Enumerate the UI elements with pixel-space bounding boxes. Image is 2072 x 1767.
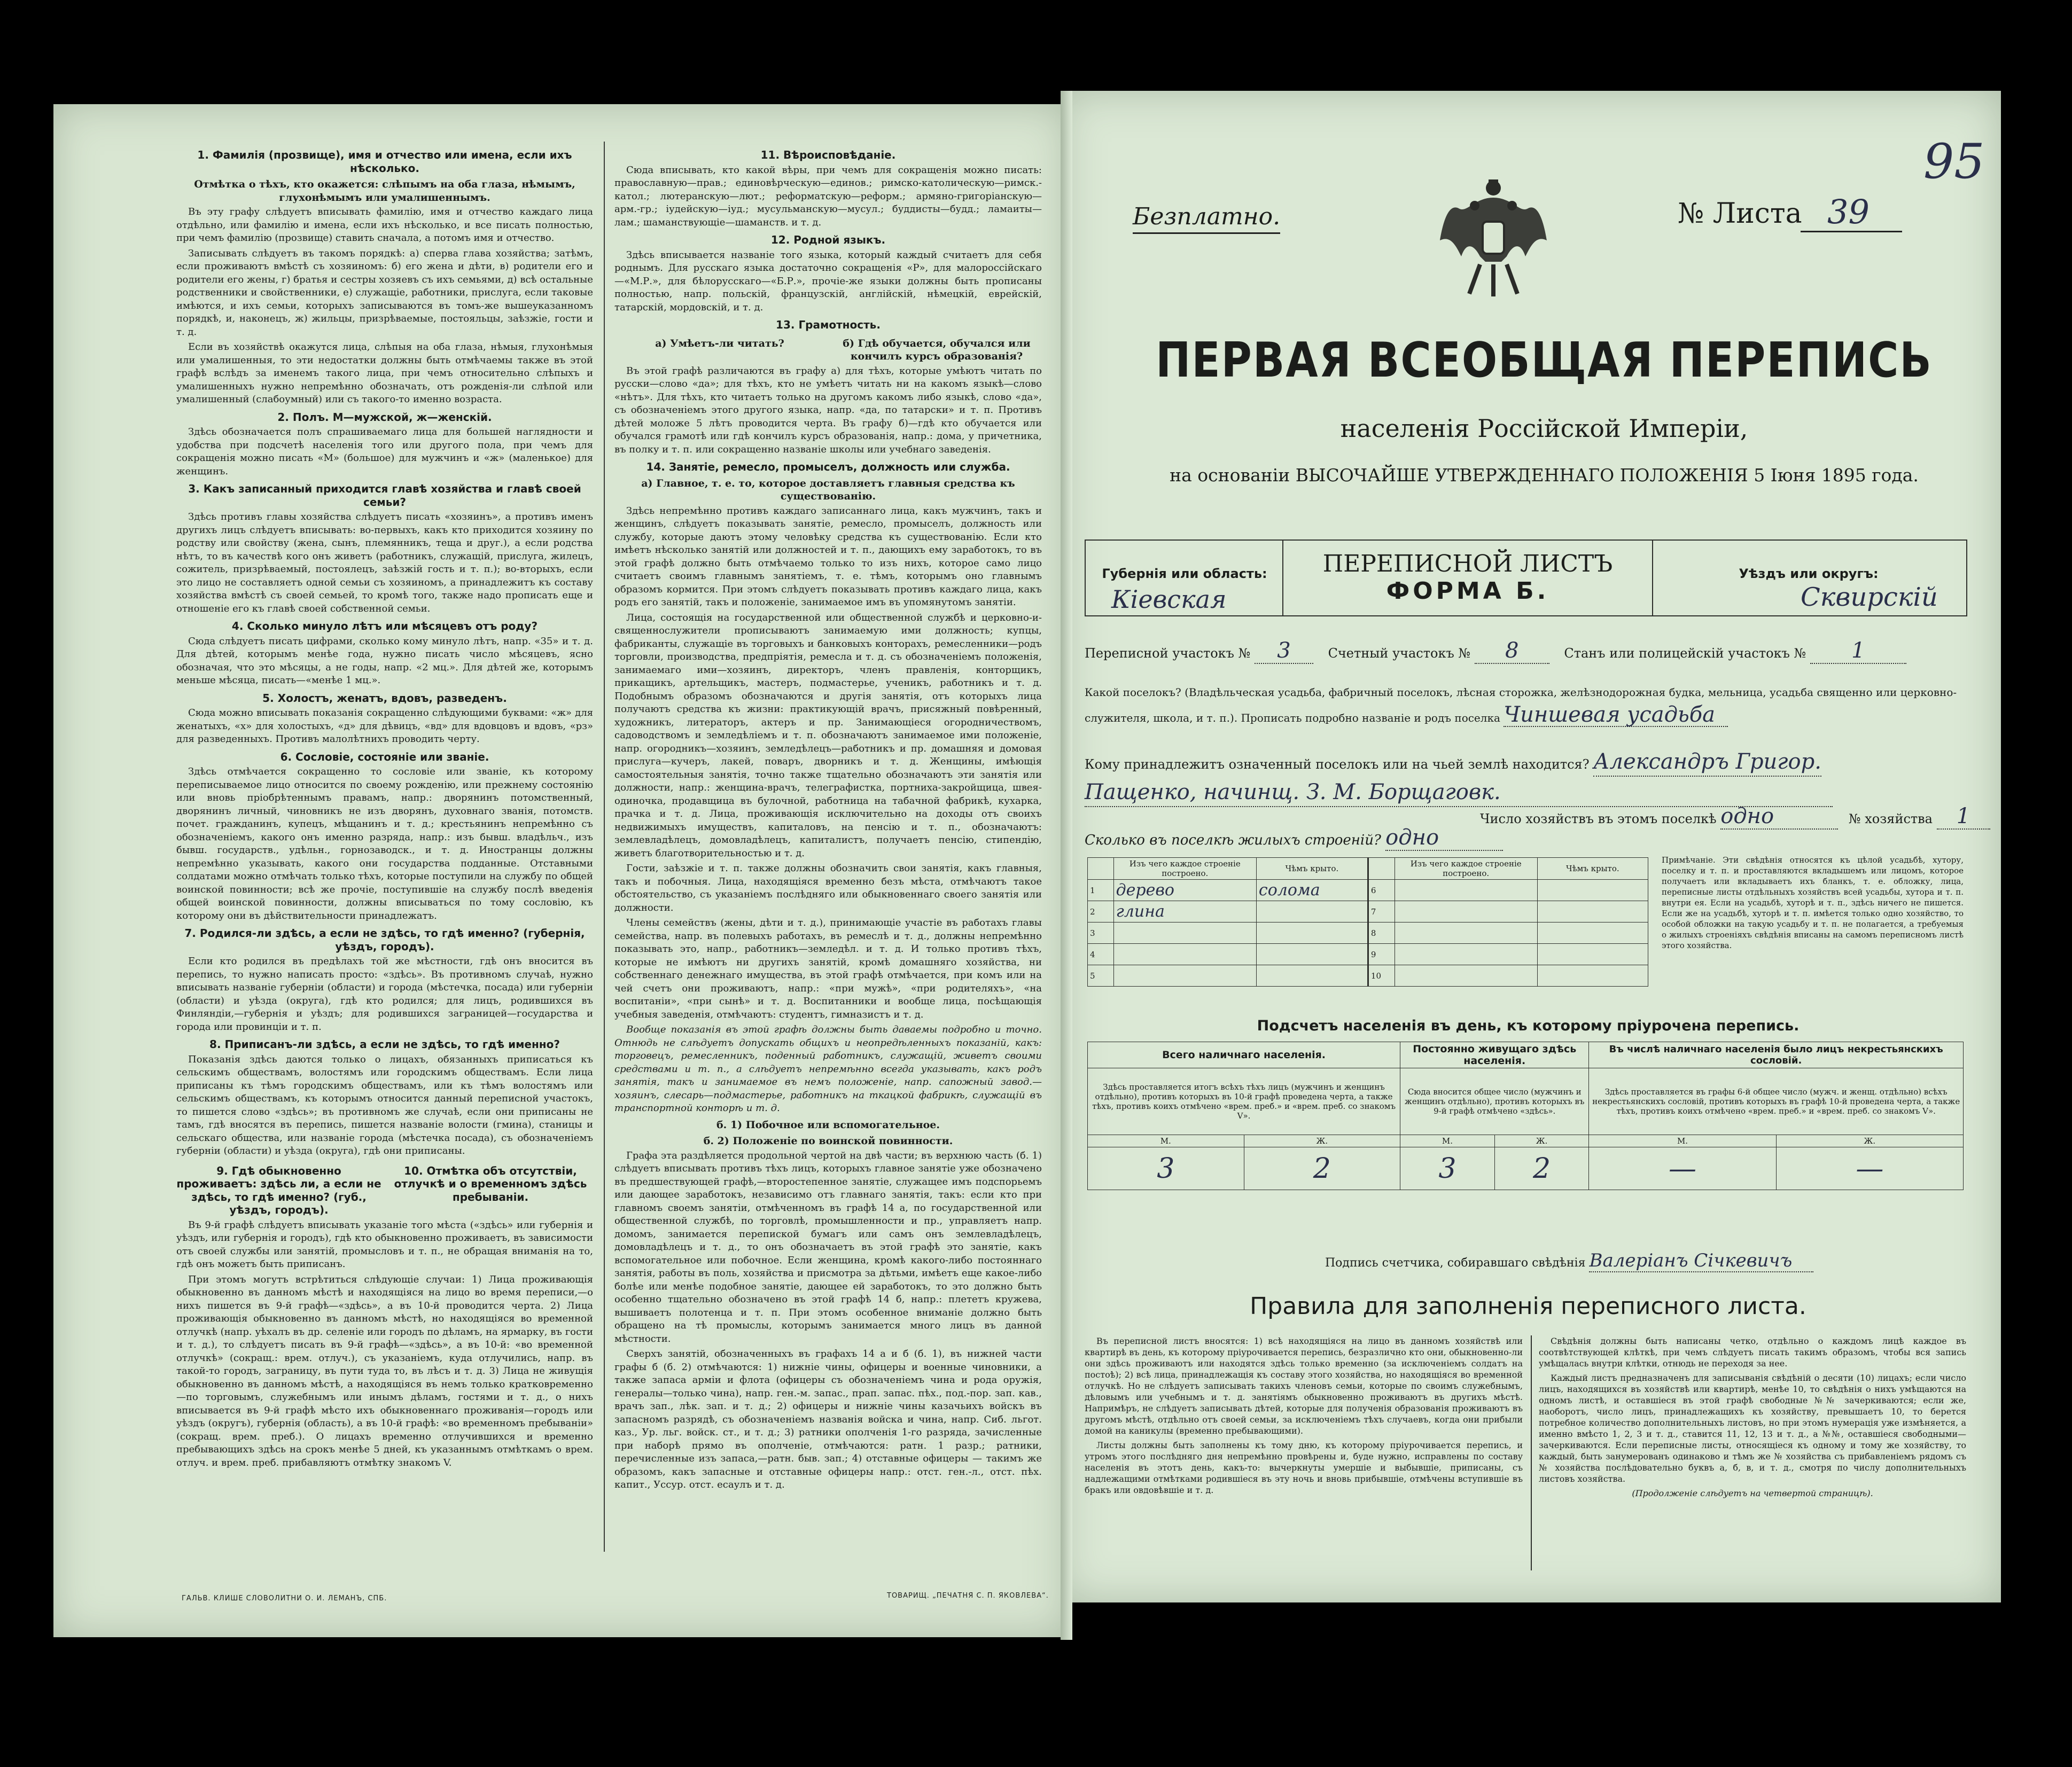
province-value[interactable]: Кіевская bbox=[1111, 585, 1227, 614]
building-material-cell[interactable]: глина bbox=[1113, 901, 1256, 922]
page-number-handwritten: 95 bbox=[1923, 134, 1985, 190]
section-12-text: Здѣсь вписывается названіе того языка, который каждый считаетъ для себя роднымъ. Для русскаго языка достаточно сокращенія «Р», для малороссійскаго—«М.Р.», для бѣлорусскаго—«Б.Р.», прочіе-же языки должны быть прописаны полностью, напр. польскій, французскій, англійскій, нѣмецкій, еврейскій, татарскій, мордовскій, и т. д. bbox=[614, 249, 1042, 313]
building-roof-header: Чѣмъ крыто. bbox=[1537, 858, 1648, 880]
section-13-title: 13. Грамотность. bbox=[776, 318, 881, 331]
form-type: ФОРМА Б. bbox=[1386, 577, 1549, 605]
printer-imprint-left: ГАЛЬВ. КЛИШЕ СЛОВОЛИТНИ О. И. ЛЕМАНЪ, СПБ. bbox=[182, 1594, 387, 1602]
building-material-cell[interactable] bbox=[1113, 965, 1256, 987]
buildings-table bbox=[1087, 857, 1648, 987]
rules-title: Правила для заполненія переписного листа. bbox=[1250, 1293, 1806, 1320]
row-number: 7 bbox=[1368, 901, 1395, 922]
section-9-text: Въ 9-й графѣ слѣдуетъ вписывать указаніе того мѣста («здѣсь» или губернія и уѣздъ, или губернія и городъ), гдѣ кто обыкновенно проживаетъ, въ зависимости отъ своей службы или занятій, промысловъ и т. п., не обращая вниманія на то, гдѣ онъ можетъ быть приписанъ. bbox=[176, 1219, 593, 1270]
imperial-eagle-emblem bbox=[1437, 176, 1549, 299]
section-14-text: Сверхъ занятій, обозначенныхъ въ графахъ 14 а и б (б. 1), въ нижней части графы б (б. 2) отмѣчаются: 1) нижніе чины, офицеры и военные чиновники, а также запаса арміи и флота (офицеры съ обозначеніемъ чина и рода оружія, генералы—только чина), напр. ген.-м. запас., прап. запас. пѣх., под.-пор. зап. кав., врачъ зап., лѣк. зап. и т. д.; 2) офицеры и нижніе чины казачьихъ войскъ въ запасномъ разрядѣ, съ обозначеніемъ названія войска и чина, напр. Сиб. льгот. каз., Ур. льг. войск. ст., и т. д.; 3) ратники ополченія 1-го разряда, зачисленные при наборѣ прямо въ ополченіе, отмѣчаются: ратн. 1 разр.; ратники, перечисленные изъ запаса,—ратн. быв. зап.; 4) отставные офицеры — такимъ же образомъ, какъ запасные и отставные офицеры напр.: отст. ген.-л., отст. пѣх. капит., Уссур. отст. есаулъ и т. д. bbox=[614, 1348, 1042, 1490]
female-label: Ж. bbox=[1244, 1135, 1400, 1147]
section-5-title: 5. Холостъ, женатъ, вдовъ, разведенъ. bbox=[262, 691, 507, 705]
building-roof-cell[interactable] bbox=[1537, 901, 1648, 922]
permanent-female-count[interactable]: 2 bbox=[1494, 1147, 1589, 1190]
section-7-title: 7. Родился-ли здѣсь, а если не здѣсь, то гдѣ именно? (губернія, уѣздъ, городъ). bbox=[184, 927, 585, 953]
section-13a-title: а) Умѣетъ-ли читать? bbox=[655, 337, 784, 349]
non-peasant-female-count[interactable]: — bbox=[1776, 1147, 1963, 1190]
section-8-text: Показанія здѣсь даются только о лицахъ, обязанныхъ приписаться къ сельскимъ обществамъ, волостямъ или городскимъ обществамъ. Если лица приписаны къ тѣмъ городскимъ обществамъ, или къ тѣмъ волостямъ или сельскимъ обществамъ, къ которымъ относится данный переписной участокъ, то пишется слово «здѣсь»; въ противномъ же случаѣ, если они приписаны не тамъ, гдѣ вносятся въ перепись, пишется названіе волости (гмина), станицы и сельскаго общества, или названіе города (мѣстечка посада), съ обозначеніемъ губерніи (области) и уѣзда (округа), гдѣ они приписаны. bbox=[176, 1053, 593, 1156]
section-14-text: Лица, состоящія на государственной или общественной службѣ и церковно-и-священнослужители прописываютъ занимаемую ими должность; купцы, фабриканты, служащіе въ торговыхъ и банковыхъ конторахъ, ремесленники—родъ торговли, производства, предпріятія, ремесла и т. д. съ обозначеніемъ положенія, занимаемаго ими—хозяинъ, директоръ, членъ правленія, конторщикъ, прикащикъ, артельщикъ, мастеръ, подмастерье, ученикъ, работникъ и т. д. Подобнымъ образомъ обозначаются и другія занятія, отъ которыхъ лица получаютъ средства къ жизни: практикующій врачъ, присяжный повѣренный, художникъ, литераторъ, актеръ и пр. Занимающіеся огородничествомъ, садоводствомъ и земледѣліемъ и т. п. обозначаютъ занимаемое ими положеніе, напр. огородникъ—хозяинъ, земледѣлецъ—работникъ и пр. домашняя и домовая прислуга—кучеръ, лакей, поваръ, дворникъ и т. д. Женщины, имѣющія самостоятельныя занятія, точно также тщательно обозначаютъ эти занятія или должности, напр.: женщина-врачъ, телеграфистка, портниха-закройщица, швея-одиночка, продавщица въ булочной, работница на табачной фабрикѣ, кухарка, прачка и т. д. Лица, проживающія исключительно на доходы отъ своихъ недвижимыхъ имуществъ, капиталовъ, на пенсію и т. п., обозначаютъ: землевладѣлецъ, домовладѣлецъ, капиталистъ, получаетъ пенсію, стипендію, живетъ благотворительностью и т. д. bbox=[614, 612, 1042, 859]
instructions-column-1 bbox=[176, 144, 593, 1472]
building-material-cell[interactable] bbox=[1395, 901, 1537, 922]
building-material-cell[interactable] bbox=[1395, 944, 1537, 965]
households-row bbox=[1480, 804, 1990, 830]
building-roof-header: Чѣмъ крыто. bbox=[1256, 858, 1368, 880]
section-1-text: Если въ хозяйствѣ окажутся лица, слѣпыя на оба глаза, нѣмыя, глухонѣмыя или умалишенныя, то эти недостатки должны быть отмѣчаемы также въ этой графѣ вслѣдъ за именемъ такого лица, при чемъ относительно слѣпыхъ и умалишенныхъ нужно непремѣнно обозначать, отъ рожденія-ли слѣпой или умалишенный (слабоумный) или съ такого-то именно возраста. bbox=[176, 341, 593, 405]
building-roof-cell[interactable] bbox=[1256, 922, 1368, 944]
owner-label: Кому принадлежитъ означенный поселокъ или на чьей землѣ находится? bbox=[1085, 757, 1590, 772]
section-2-title: 2. Полъ. М—мужской, ж—женскій. bbox=[277, 410, 492, 424]
section-4-title: 4. Сколько минуло лѣтъ или мѣсяцевъ отъ роду? bbox=[231, 620, 538, 632]
section-1-text: Въ эту графу слѣдуетъ вписывать фамилію, имя и отчество каждаго лица отдѣльно, или фамилію и имена, если ихъ нѣсколько, и все писать полностью, при чемъ фамилію (прозвище) ставить сначала, а потомъ имя и отчество. bbox=[176, 206, 593, 244]
stan-value[interactable]: 1 bbox=[1810, 638, 1906, 664]
building-roof-cell[interactable] bbox=[1537, 944, 1648, 965]
building-material-cell[interactable]: дерево bbox=[1113, 880, 1256, 901]
section-14-subtitle: а) Главное, т. е. то, которое доставляетъ главныя средства къ существованію. bbox=[641, 477, 1015, 502]
census-legal-basis: на основаніи ВЫСОЧАЙШЕ УТВЕРЖДЕННАГО ПОЛОЖЕНІЯ 5 Іюня 1895 года. bbox=[1170, 465, 1919, 486]
male-label: М. bbox=[1088, 1135, 1244, 1147]
sections-9-10-header bbox=[176, 1160, 593, 1219]
rules-column-2 bbox=[1539, 1335, 1966, 1499]
permanent-population-header: Постоянно живущаго здѣсь населенія. bbox=[1400, 1042, 1589, 1068]
row-number: 4 bbox=[1088, 944, 1114, 965]
section-14-text: Вообще показанія въ этой графѣ должны быть даваемы подробно и точно. Отнюдь не слѣдуетъ допускать общихъ и неопредѣленныхъ показаній, какъ: торговецъ, ремесленникъ, поденный работникъ, служащій, живетъ своими средствами и т. п., а слѣдуетъ непремѣнно всегда указывать, какъ родъ занятія, такъ и занимаемое въ немъ положеніе, напр. сапожный завод.—хозяинъ, слесарь—подмастерье, работникъ на ткацкой фабрикѣ, служащій въ транспортной конторѣ и т. д. bbox=[614, 1024, 1042, 1114]
permanent-population-desc: Сюда вносится общее число (мужчинъ и женщинъ отдѣльно), противъ которыхъ въ 9-й графѣ отмѣчено «здѣсь». bbox=[1400, 1068, 1589, 1135]
section-3-text: Здѣсь противъ главы хозяйства слѣдуетъ писать «хозяинъ», а противъ именъ другихъ лицъ слѣдуетъ вписывать: во-первыхъ, какъ кто приходится хозяину по родству или свойству (жена, сынъ, племянникъ, теща и друг.), а если родства нѣтъ, то въ качествѣ кого онъ живетъ (работникъ, служащій, прислуга, жилецъ, сожитель, призрѣваемый, постоялецъ, заѣзжій гость и т. п.); во-вторыхъ, если это лицо не составляетъ одной семьи съ хозяиномъ, а принадлежитъ къ составу хозяйства вмѣстѣ съ своей семьей, то кромѣ того, также надо прописать еще и отношеніе его къ главѣ своей собственной семьи. bbox=[176, 511, 593, 614]
building-roof-cell[interactable] bbox=[1537, 880, 1648, 901]
row-number: 5 bbox=[1088, 965, 1114, 987]
building-material-cell[interactable] bbox=[1395, 880, 1537, 901]
building-material-header: Изъ чего каждое строеніе построено. bbox=[1113, 858, 1256, 880]
building-roof-cell[interactable] bbox=[1256, 944, 1368, 965]
section-5-text: Сюда можно вписывать показанія сокращенно слѣдующими буквами: «ж» для женатыхъ, «х» для холостыхъ, «д» для дѣвицъ, «вд» для вдовцовъ и вдовъ, «рз» для разведенныхъ. Противъ малолѣтнихъ проводить черту. bbox=[176, 707, 593, 745]
section-2-text: Здѣсь обозначается полъ спрашиваемаго лица для большей наглядности и удобства при подсчетѣ населенія того или другого пола, при чемъ для сокращенія можно писать «М» (большое) для мужчинъ и «ж» (маленькое) для женщинъ. bbox=[176, 426, 593, 477]
non-peasant-header: Въ числѣ наличнаго населенія было лицъ некрестьянскихъ сословій. bbox=[1589, 1042, 1964, 1068]
households-label: Число хозяйствъ въ этомъ поселкѣ bbox=[1480, 811, 1717, 826]
owner-row bbox=[1085, 748, 1961, 809]
buildings-label: Сколько въ поселкѣ жилыхъ строеній? bbox=[1085, 832, 1381, 848]
form-title: ПЕРЕПИСНОЙ ЛИСТЪ bbox=[1322, 550, 1613, 577]
section-3-title: 3. Какъ записанный приходится главѣ хозяйства и главѣ своей семьи? bbox=[188, 482, 581, 509]
total-population-desc: Здѣсь проставляется итогъ всѣхъ тѣхъ лицъ (мужчинъ и женщинъ отдѣльно), противъ которыхъ въ 10-й графѣ проведена черта, а также тѣхъ, противъ коихъ отмѣчено «врем. преб.» и «врем. преб. со знакомъ V». bbox=[1088, 1068, 1400, 1135]
row-number: 2 bbox=[1088, 901, 1114, 922]
building-roof-cell[interactable] bbox=[1537, 922, 1648, 944]
building-roof-cell[interactable] bbox=[1256, 901, 1368, 922]
section-7-text: Если кто родился въ предѣлахъ той же мѣстности, гдѣ онъ вносится въ перепись, то нужно написать просто: «здѣсь». Въ противномъ случаѣ, нужно вписывать названіе губерніи (области) и города (мѣстечка, посада) или губерніи (области) и уѣзда (округа), гдѣ кто родился; для лицъ, родившихся въ Финляндіи,—губернія и уѣздъ; для родившихся заграницей—государства и города или провинціи и т. п. bbox=[176, 956, 593, 1033]
district-value[interactable]: Сквирскій bbox=[1801, 582, 1938, 612]
section-13b-title: б) Гдѣ обучается, обучался или кончилъ курсъ образованія? bbox=[843, 337, 1031, 362]
total-female-count[interactable]: 2 bbox=[1244, 1147, 1400, 1190]
female-label: Ж. bbox=[1776, 1135, 1963, 1147]
section-4-text: Сюда слѣдуетъ писать цифрами, сколько кому минуло лѣтъ, напр. «35» и т. д. Для дѣтей, которымъ менѣе года, нужно писать число мѣсяцевъ, ясно обозначая, что это мѣсяцы, а не годы, напр. «2 мц.». Для дѣтей же, которымъ меньше мѣсяца, писать—«менѣе 1 мц.». bbox=[176, 635, 593, 686]
population-count-title: Подсчетъ населенія въ день, къ которому пріурочена перепись. bbox=[1257, 1018, 1800, 1034]
owner-value-line1[interactable]: Александръ Григор. bbox=[1593, 748, 1821, 777]
table-row bbox=[1088, 901, 1648, 922]
rules-column-1 bbox=[1085, 1335, 1523, 1496]
table-row bbox=[1088, 944, 1648, 965]
district-label: Уѣздъ или округъ: bbox=[1739, 566, 1879, 581]
section-9-text: При этомъ могутъ встрѣтиться слѣдующіе случаи: 1) Лица проживающія обыкновенно въ данномъ мѣстѣ и находящіяся на лицо во время переписи,—о нихъ пишется въ 9-й графѣ—«здѣсь», а въ 10-й проводится черта. 2) Лица проживающія обыкновенно въ данномъ мѣстѣ, но находящіяся во временной отлучкѣ (напр. уѣхалъ въ др. селеніе или городъ по дѣламъ, на ярмарку, въ гости и т. д.), то слѣдуетъ писать въ 9-й графѣ—«здѣсь», а въ 10-й: «во временной отлучкѣ» (сокращ.: врем. отлуч.), съ указаніемъ, куда отлучились, напр. въ такой-то городъ, заграницу, въ пути туда то, въ лѣсъ и т. д. 3) Лица не живущія обыкновенно въ данномъ мѣстѣ, а находящіяся въ немъ только кратковременно—по торговымъ, служебнымъ или инымъ дѣламъ, гостями и т. д., о нихъ вписывается въ 9-й графѣ мѣсто ихъ обыкновеннаго проживанія—городъ или уѣздъ (округъ), губернія (область), а въ 10-й графѣ: «во временномъ пребываніи» (сокращ. врем. преб.). О лицахъ временно отлучившихся и временно пребывающихъ здѣсь на срокъ менѣе 5 дней, къ указаннымъ отмѣткамъ о врем. отлуч. и врем. преб. прибавляютъ отмѣтку знакомъ V. bbox=[176, 1273, 593, 1468]
section-14b2-title: б. 2) Положеніе по воинской повинности. bbox=[703, 1135, 953, 1147]
section-14b1-title: б. 1) Побочное или вспомогательное. bbox=[716, 1119, 940, 1131]
province-label: Губернія или область: bbox=[1102, 566, 1267, 581]
row-number: 10 bbox=[1368, 965, 1395, 987]
building-material-cell[interactable] bbox=[1113, 944, 1256, 965]
row-number: 6 bbox=[1368, 880, 1395, 901]
male-label: М. bbox=[1589, 1135, 1776, 1147]
building-material-cell[interactable] bbox=[1395, 922, 1537, 944]
household-no-label: № хозяйства bbox=[1848, 811, 1933, 826]
section-6-title: 6. Сословіе, состояніе или званіе. bbox=[280, 750, 489, 763]
section-13-subheaders bbox=[614, 334, 1042, 365]
building-roof-cell[interactable] bbox=[1537, 965, 1648, 987]
row-number: 3 bbox=[1088, 922, 1114, 944]
buildings-row bbox=[1085, 825, 1503, 851]
rules-continuation: (Продолженіе слѣдуетъ на четвертой страницѣ). bbox=[1632, 1488, 1873, 1498]
stan-label: Станъ или полицейскій участокъ № bbox=[1564, 646, 1806, 661]
section-9-title: 9. Гдѣ обыкновенно проживаетъ: здѣсь ли, а если не здѣсь, то гдѣ именно? (губ., уѣздъ, городъ). bbox=[176, 1164, 381, 1216]
section-14-text: Члены семействъ (жены, дѣти и т. д.), принимающіе участіе въ работахъ главы семейства, напр. въ полевыхъ работахъ, въ ремеслѣ и т. д., должны непремѣнно показывать это, напр., работникъ—земледѣл. и т. д. И только противъ тѣхъ, которые не имѣютъ ни другихъ занятій, кромѣ домашняго хозяйства, ни собственнаго денежнаго имущества, въ этой графѣ отмѣчается, при комъ или на чей счетъ они проживаютъ, напр.: «при мужѣ», «при родителяхъ», «на воспитаніи», «при сынѣ» и т. д. Воспитанники и вообще лица, посѣщающія учебныя заведенія, отмѣчаютъ: студентъ, гимназистъ и т. д. bbox=[614, 917, 1042, 1020]
section-8-title: 8. Приписанъ-ли здѣсь, а если не здѣсь, то гдѣ именно? bbox=[209, 1038, 560, 1051]
column-divider bbox=[604, 142, 605, 1552]
section-14-text: Гости, заѣзжіе и т. п. также должны обозначить свои занятія, какъ главныя, такъ и побочныя. Лица, находящіяся временно безъ мѣста, отмѣчаютъ такое обстоятельство, съ указаніемъ послѣдняго или обыкновеннаго своего занятія или должности. bbox=[614, 863, 1042, 913]
owner-value-line2[interactable]: Пащенко, начинщ. З. М. Борщаговк. bbox=[1085, 778, 1833, 807]
rules-paragraph: Каждый листъ предназначенъ для записыванія свѣдѣній о десяти (10) лицахъ; если число лицъ, находящихся въ хозяйствѣ или квартирѣ, менѣе 10, то свѣдѣнія о нихъ умѣщаются на одномъ листѣ, и оставшіеся въ этой графѣ свободные №№ зачеркиваются; если же, наоборотъ, число лицъ, принадлежащихъ къ хозяйству, превышаетъ 10, то берется потребное количество дополнительныхъ листовъ, но при этомъ нумерація уже измѣняется, а именно вмѣсто 1, 2, 3 и т. д., ставится 11, 12, 13 и т. д., а №№, оставшіеся свободными—зачеркиваются. Если переписные листы, относящіеся къ одному и тому же хозяйству, то каждый, быть занумерованъ одинаково и тѣмъ же № хозяйства съ прибавленіемъ рядомъ съ № хозяйства послѣдовательно буквъ а, б, в, и т. д., смотря по числу дополнительныхъ листовъ хозяйства. bbox=[1539, 1373, 1966, 1484]
building-material-cell[interactable] bbox=[1395, 965, 1537, 987]
rules-paragraph: Въ переписной листъ вносятся: 1) всѣ находящіяся на лицо въ данномъ хозяйствѣ или квартирѣ въ день, къ которому пріурочивается перепись, безразлично кто они, обыкновенно-ли они здѣсь проживаютъ или находятся здѣсь только временно (за исключеніемъ солдатъ на постоѣ); 2) всѣ лица, принадлежащія къ составу этого хозяйства, но находящіяся во временной отлучкѣ. Но не слѣдуетъ записывать такихъ членовъ семьи, которые по своимъ служебнымъ, дѣловымъ или учебнымъ и т. д. занятіямъ обыкновенно проживаютъ въ другихъ мѣстѣ. Напримѣръ, не слѣдуетъ записывать дѣтей, которые для полученія образованія проживаютъ въ другомъ мѣстѣ, отдѣльно отъ своей семьи, за исключеніемъ тѣхъ случаевъ, когда они прибыли домой на каникулы (временно пребывающими). bbox=[1085, 1336, 1523, 1436]
section-14-text: Графа эта раздѣляется продольной чертой на двѣ части; въ верхнюю часть (б. 1) слѣдуетъ вписывать противъ тѣхъ лицъ, которыхъ главное занятіе уже обозначено въ предшествующей графѣ,—второстепенное занятіе, служащее имъ подспорьемъ или дающее заработокъ, независимо отъ главнаго занятія, такъ: если кто при главномъ своемъ занятіи, отмѣченномъ въ графѣ 14 а, по государственной или общественной службѣ, по торговлѣ, промышленности и пр., управляетъ напр. домомъ, занимается перепиской бумагъ или самъ онъ землевладѣлецъ, домовладѣлецъ и т. д., то онъ обозначаетъ въ этой графѣ это занятіе, какъ вспомогательное или побочное. Если женщина, кромѣ какого-либо постояннаго занятія, работы въ поль, хозяйства и присмотра за дѣтьми, имѣетъ еще какое-либо болѣе или менѣе подобное занятіе, дающее ей заработокъ, то это должно быть особенно тщательно обозначено въ этой графѣ 14 б, напр.: плететъ кружева, вышиваетъ полотенца и т. п. При этомъ особенное вниманіе должно быть обращено на тѣ промыслы, которымъ занимается много лицъ въ данной мѣстности. bbox=[614, 1150, 1042, 1344]
row-number: 1 bbox=[1088, 880, 1114, 901]
section-numbers-row bbox=[1085, 638, 1972, 664]
form-title-box bbox=[1282, 540, 1653, 616]
table-row bbox=[1088, 965, 1648, 987]
section-10-title: 10. Отмѣтка объ отсутствіи, отлучкѣ и о временномъ здѣсь пребываніи. bbox=[394, 1164, 587, 1203]
total-male-count[interactable]: 3 bbox=[1088, 1147, 1244, 1190]
building-roof-cell[interactable] bbox=[1256, 965, 1368, 987]
row-number: 8 bbox=[1368, 922, 1395, 944]
buildings-note: Примѣчаніе. Эти свѣдѣнія относятся къ цѣлой усадьбѣ, хутору, поселку и т. п. и проставляются вкладышемъ или лицомъ, которое получаетъ или вкладываетъ ихъ бланкъ, т. е. обложку, лица, переписные листы отдѣльныхъ хозяйствъ всей усадьбы, хутора и т. п. внутри ея. Если на усадьбѣ, хуторѣ и т. п., здѣсь ничего не пишется. Если же на усадьбѣ, хуторѣ и т. п. имѣется только одно хозяйство, то особой обложки на такую усадьбу и т. п. не полагается, а требуемыя о жилыхъ строеніяхъ свѣдѣнія вписаны на самомъ переписномъ листѣ этого хозяйства. bbox=[1662, 855, 1964, 950]
counter-signature[interactable]: Валеріанъ Січкевичъ bbox=[1589, 1250, 1813, 1272]
rules-paragraph: Листы должны быть заполнены къ тому дню, къ которому пріурочивается перепись, и утромъ этого послѣдняго дня непремѣнно провѣрены и, буде нужно, исправлены по составу населенія въ этотъ день, какъ-то: вычеркнуты умершіе и выбывшіе, приписаны, съ надлежащими отмѣтками родившіеся въ эту ночь и вновь прибывшіе, отмѣчены вступившіе въ бракъ или овдовѣвшіе и т. д. bbox=[1085, 1440, 1523, 1495]
census-subtitle: населенія Россійской Имперіи, bbox=[1340, 414, 1748, 443]
rules-paragraph: Свѣдѣнія должны быть написаны четко, отдѣльно о каждомъ лицѣ каждое въ соотвѣтствующей клѣткѣ, при чемъ слѣдуетъ писать такимъ образомъ, чтобы вся запись умѣщалась внутри клѣтки, отнюдь не переходя за нее. bbox=[1539, 1336, 1966, 1369]
table-row bbox=[1088, 922, 1648, 944]
signature-row bbox=[1325, 1250, 1813, 1272]
section-1-subtitle: Отмѣтка о тѣхъ, кто окажется: слѣпымъ на оба глаза, нѣмымъ, глухонѣмымъ или умалишеннымъ. bbox=[194, 178, 575, 204]
count-section-label: Счетный участокъ № bbox=[1328, 646, 1471, 661]
sheet-number-label: № Листа bbox=[1678, 198, 1802, 230]
printer-imprint-right: ТОВАРИЩ. „ПЕЧАТНЯ С. П. ЯКОВЛЕВА“. bbox=[887, 1592, 1049, 1600]
signature-label: Подпись счетчика, собиравшаго свѣдѣнія bbox=[1325, 1256, 1586, 1270]
non-peasant-desc: Здѣсь проставляется въ графы 6-й общее число (мужч. и женщ. отдѣльно) всѣхъ некрестьянскихъ сословій, противъ которыхъ въ графѣ 10-й проведена черта, а также тѣхъ, противъ коихъ отмѣчено «врем. преб.» и «врем. преб. со знакомъ V». bbox=[1589, 1068, 1964, 1135]
census-main-title: ПЕРВАЯ ВСЕОБЩАЯ ПЕРЕПИСЬ bbox=[1156, 333, 1933, 388]
female-label: Ж. bbox=[1494, 1135, 1589, 1147]
settlement-row bbox=[1085, 681, 1961, 729]
household-no-value[interactable]: 1 bbox=[1937, 804, 1990, 830]
section-6-text: Здѣсь отмѣчается сокращенно то сословіе или званіе, къ которому переписываемое лицо относится по своему рожденію, или прежнему состоянію или вновь пріобрѣтеннымъ правамъ, напр.: дворянинъ потомственный, дворянинъ личный, чиновникъ не изъ дворянъ, духовнаго званія, потомств. почет. гражданинъ, купецъ, мѣщанинъ и т. д.; крестьянинъ непремѣнно съ обозначеніемъ, какого онъ именно разряда, напр.: изъ бывш. владѣльч., изъ бывш. государств., удѣльн., горнозаводск., и т. д. Иностранцы должны непремѣнно указывать, какого они государства подданные. Отставными солдатами можно отмѣчать только тѣхъ, которые поступили на службу по общей воинской повинности; всѣ же прочіе, поступившіе на службу послѣ введенія общей воинской повинности, должны вписываться по тому сословію, къ которому они въ дѣйствительности принадлежатъ. bbox=[176, 766, 593, 921]
population-table bbox=[1087, 1042, 1964, 1190]
free-label: Безплатно. bbox=[1133, 203, 1280, 234]
settlement-label: Какой поселокъ? (Владѣльческая усадьба, фабричный поселокъ, лѣсная сторожка, желѣзнодорожная будка, мельница, усадьба священно или церковно-служителя, школа, и т. п.). Прописать подробно названіе и родъ поселка bbox=[1085, 686, 1957, 724]
building-material-cell[interactable] bbox=[1113, 922, 1256, 944]
section-14-text: Здѣсь непремѣнно противъ каждаго записаннаго лица, какъ мужчинъ, такъ и женщинъ, слѣдуетъ показывать занятіе, ремесло, промыселъ, должность или службу, которые даютъ этому человѣку средства къ существованію. Если кто имѣетъ нѣсколько занятій или должностей и т. п., дающихъ ему заработокъ, то въ этой графѣ должно быть отмѣчаемо только то изъ нихъ, которое само лицо считаетъ своимъ главнымъ занятіемъ, т. е. тѣмъ, которымъ оно главнымъ образомъ кормится. При этомъ слѣдуетъ показывать противъ каждаго лица, какъ родъ его занятій, такъ и положеніе, занимаемое имъ въ упомянутомъ занятіи. bbox=[614, 505, 1042, 608]
section-1-text: Записывать слѣдуетъ въ такомъ порядкѣ: а) сперва глава хозяйства; затѣмъ, если проживаютъ вмѣстѣ съ хозяиномъ: б) его жена и дѣти, в) родители его и родители его жены, г) братья и сестры хозяевъ съ ихъ семьями, д) всѣ остальные родственники и свойственники, е) служащіе, работники, прислуга, если таковые имѣются, и ихъ семьи, которыхъ записываются въ томъ-же вышеуказанномъ порядкѣ, и, наконецъ, ж) жильцы, призрѣваемые, постояльцы, заѣзжіе, гости и т. д. bbox=[176, 247, 593, 338]
male-label: М. bbox=[1400, 1135, 1495, 1147]
non-peasant-male-count[interactable]: — bbox=[1589, 1147, 1776, 1190]
section-1-title: 1. Фамилія (прозвище), имя и отчество или имена, если ихъ нѣсколько. bbox=[197, 148, 572, 175]
census-section-value[interactable]: 3 bbox=[1255, 638, 1313, 664]
sheet-number-value: 39 bbox=[1827, 192, 1870, 231]
page-fold bbox=[1061, 91, 1072, 1640]
row-number: 9 bbox=[1368, 944, 1395, 965]
rules-divider bbox=[1531, 1335, 1532, 1570]
section-11-text: Сюда вписывать, кто какой вѣры, при чемъ для сокращенія можно писать: православную—прав.; единовѣрческую—единов.; римско-католическую—римск.-катол.; лютеранскую—лют.; реформатскую—реформ.; армяно-григоріанскую—арм.-гр.; іудейскую—іуд.; мусульманскую—мусул.; буддисты—будд.; ламаиты—лам.; шаманствующіе—шаманств. и т. д. bbox=[614, 164, 1042, 228]
instructions-column-2 bbox=[614, 144, 1042, 1494]
building-roof-cell[interactable]: солома bbox=[1256, 880, 1368, 901]
sheet-number-underline bbox=[1801, 231, 1902, 232]
buildings-value[interactable]: одно bbox=[1385, 825, 1503, 851]
section-14-title: 14. Занятіе, ремесло, промыселъ, должность или служба. bbox=[646, 460, 1010, 473]
count-section-value[interactable]: 8 bbox=[1475, 638, 1549, 664]
building-material-header: Изъ чего каждое строеніе построено. bbox=[1395, 858, 1537, 880]
permanent-male-count[interactable]: 3 bbox=[1400, 1147, 1495, 1190]
households-value[interactable]: одно bbox=[1720, 804, 1838, 830]
section-13-text: Въ этой графѣ различаются въ графу а) для тѣхъ, которые умѣютъ читать по русски—слово «да»; для тѣхъ, кто не умѣетъ читать ни на какомъ языкѣ—слово «нѣтъ». Для тѣхъ, кто читаетъ только на другомъ какомъ либо языкѣ, слово «да», съ обозначеніемъ этого другого языка, напр. «да, по татарски» и т. п. Противъ дѣтей моложе 5 лѣтъ проводится черта. Въ графу б)—гдѣ кто обучается или обучался грамотѣ или гдѣ кончилъ курсъ образованія, напр.: дома, у причетника, въ полку и т. п. или сокращенно названіе школы или учебнаго заведенія. bbox=[614, 365, 1042, 455]
census-section-label: Переписной участокъ № bbox=[1085, 646, 1251, 661]
section-11-title: 11. Вѣроисповѣданіе. bbox=[760, 148, 896, 161]
total-population-header: Всего наличнаго населенія. bbox=[1088, 1042, 1400, 1068]
settlement-value[interactable]: Чиншевая усадьба bbox=[1504, 703, 1728, 727]
table-row bbox=[1088, 880, 1648, 901]
section-12-title: 12. Родной языкъ. bbox=[770, 233, 886, 246]
